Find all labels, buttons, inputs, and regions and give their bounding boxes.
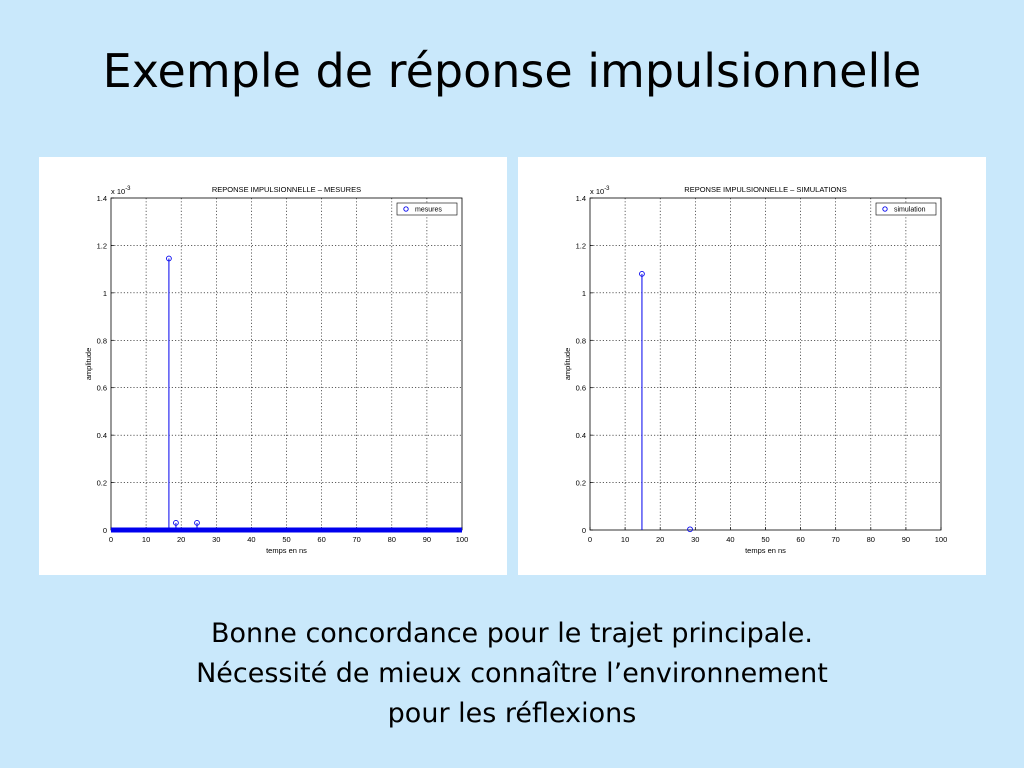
y-tick-label: 0.4 [96, 431, 107, 441]
x-tick-label: 50 [761, 535, 770, 544]
caption-line-2: Nécessité de mieux connaître l’environnement [196, 658, 828, 689]
x-tick-label: 60 [317, 535, 326, 544]
exponent-superscript: -3 [125, 186, 131, 192]
y-tick-label: 1 [102, 288, 107, 298]
slide-caption [0, 614, 1024, 734]
chart-svg [518, 157, 986, 575]
chart-title: REPONSE IMPULSIONNELLE – SIMULATIONS [684, 185, 847, 194]
y-tick-label: 1.2 [575, 241, 586, 251]
x-tick-label: 30 [212, 535, 221, 544]
x-tick-label: 20 [177, 535, 186, 544]
y-axis-label: amplitude [84, 347, 93, 381]
y-tick-label: 1 [581, 288, 586, 298]
x-tick-label: 0 [587, 535, 593, 544]
y-tick-label: 0.8 [575, 336, 586, 346]
y-tick-label: 1.4 [575, 194, 586, 203]
x-tick-label: 100 [934, 535, 948, 544]
y-tick-label: 0.2 [96, 478, 107, 488]
slide-title: Exemple de réponse impulsionnelle [102, 44, 922, 98]
exponent-label: x $10^{-3}$ [590, 186, 610, 196]
y-axis-label: amplitude [563, 347, 572, 381]
x-tick-label: 50 [282, 535, 291, 544]
caption-line-3: pour les réflexions [387, 698, 637, 729]
x-tick-label: 0 [108, 535, 114, 544]
x-tick-label: 60 [796, 535, 805, 544]
chart-title: REPONSE IMPULSIONNELLE – MESURES [211, 185, 362, 194]
y-tick-label: 1.4 [96, 194, 107, 203]
chart-simulations [518, 157, 986, 575]
x-tick-label: 40 [247, 535, 256, 544]
y-tick-label: 0.2 [575, 478, 586, 488]
y-tick-label: 0 [581, 526, 586, 535]
x-tick-label: 90 [422, 535, 432, 544]
y-tick-label: 0.8 [96, 336, 107, 346]
y-tick-label: 0.6 [96, 383, 107, 393]
x-axis-label: temps en ns [266, 546, 307, 555]
x-tick-label: 80 [866, 535, 875, 544]
x-axis-label: temps en ns [745, 546, 786, 555]
x-tick-label: 70 [831, 535, 840, 544]
x-tick-label: 80 [387, 535, 396, 544]
x-tick-label: 40 [726, 535, 735, 544]
caption-line-1: Bonne concordance pour le trajet principale. [210, 618, 813, 649]
x-tick-label: 10 [141, 535, 151, 544]
exponent-label: x $10^{-3}$ [111, 186, 131, 196]
y-tick-label: 0.6 [575, 383, 586, 393]
x-tick-label: 100 [455, 535, 469, 544]
legend-label: simulation [894, 206, 926, 214]
x-tick-label: 30 [691, 535, 700, 544]
x-tick-label: 20 [656, 535, 665, 544]
chart-measurements [39, 157, 507, 575]
x-tick-label: 70 [352, 535, 361, 544]
chart-svg [39, 157, 507, 575]
x-tick-label: 90 [901, 535, 911, 544]
exponent-superscript: -3 [604, 186, 610, 192]
y-tick-label: 1.2 [96, 241, 107, 251]
x-tick-label: 10 [620, 535, 630, 544]
y-tick-label: 0.4 [575, 431, 586, 441]
y-tick-label: 0 [102, 526, 107, 535]
legend-label: mesures [415, 206, 442, 214]
